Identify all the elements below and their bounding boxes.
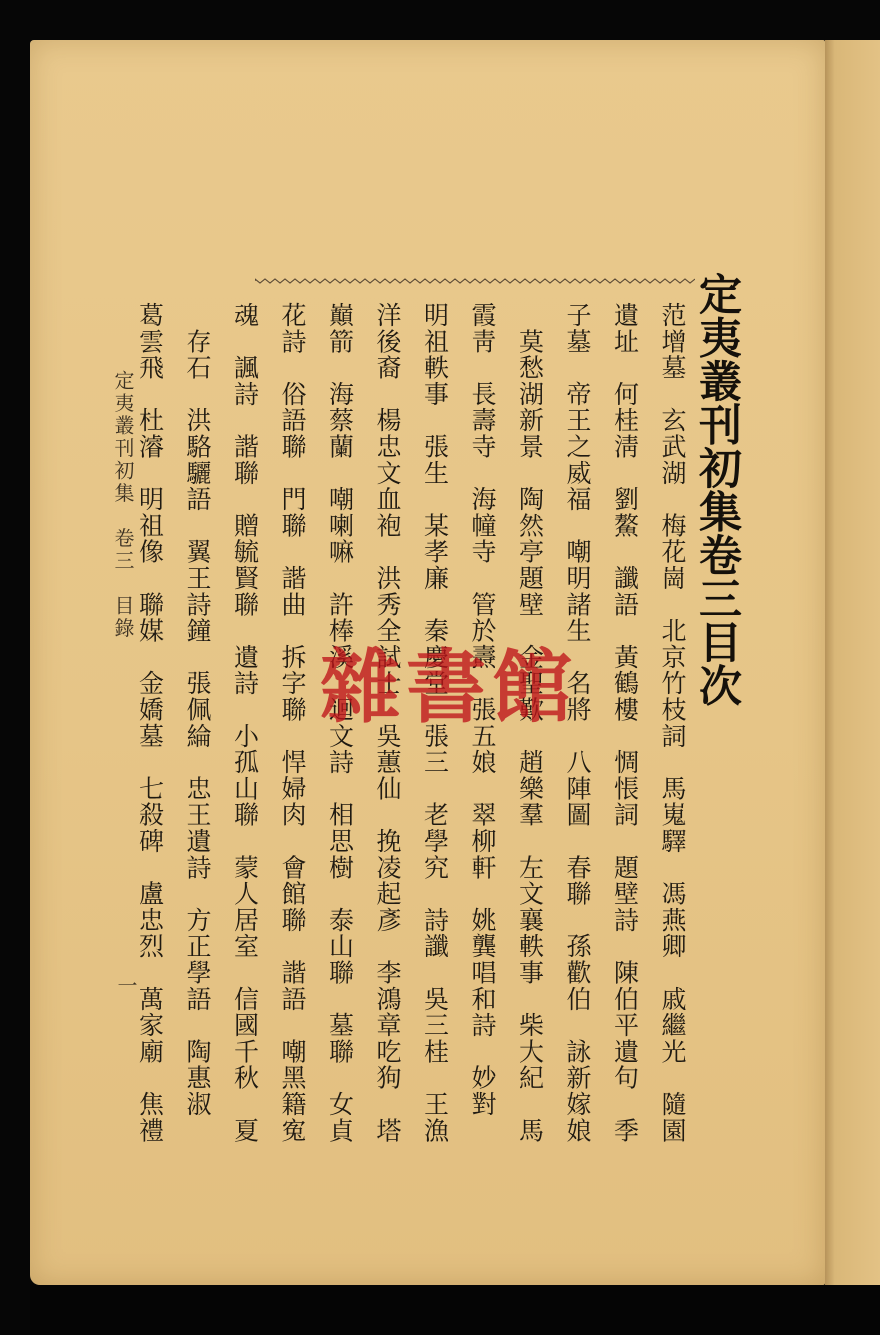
toc-column: 巔箭 海蔡蘭 嘲喇嘛 許棒溪 迴文詩 相思樹 泰山聯 墓聯 女貞 [325, 302, 355, 1144]
toc-column: 子墓 帝王之威福 嘲明諸生 名將 八陣圖 春聯 孫歡伯 詠新嫁娘 [563, 302, 592, 1144]
toc-column: 魂 諷詩 諧聯 贈毓賢聯 遺詩 小孤山聯 蒙人居室 信國千秋 夏 [230, 302, 260, 1144]
toc-column: 洋後裔 楊忠文血袍 洪秀全試士 吳蕙仙 挽凌起彥 李鴻章吃狗 塔 [373, 302, 402, 1144]
book-page [30, 40, 825, 1285]
toc-column: 葛雲飛 杜濬 明祖像 聯媒 金嬌墓 七殺碑 盧忠烈 萬家廟 焦禮 [135, 302, 165, 1144]
toc-column: 存石 洪駱驪語 翼王詩鐘 張佩綸 忠王遺詩 方正學語 陶惠淑 [183, 302, 212, 1118]
toc-column: 花詩 俗語聯 門聯 諧曲 拆字聯 悍婦肉 會館聯 諧語 嘲黑籍寃 [278, 302, 307, 1144]
page-number: 一 [114, 975, 138, 995]
scan-border [30, 1285, 880, 1335]
toc-column: 范增墓 玄武湖 梅花崗 北京竹枝詞 馬嵬驛 馮燕卿 戚繼光 隨園 [658, 302, 687, 1144]
decorative-wavy-rule [255, 276, 695, 286]
library-stamp-watermark: 雜書館 [320, 640, 578, 734]
toc-column: 明祖軼事 張生 某孝廉 秦慶堂 張三 老學究 詩讖 吳三桂 王漁 [420, 302, 450, 1144]
toc-column: 霞靑 長壽寺 海幢寺 管於燾 張五娘 翠柳軒 姚龔唱和詩 妙對 [468, 302, 497, 1118]
adjacent-page-edge [825, 40, 880, 1285]
margin-label: 定夷叢刊初集 卷三 目錄 [111, 370, 135, 640]
page-title: 定夷叢刊初集卷三目次 [692, 272, 742, 707]
toc-column: 莫愁湖新景 陶然亭題壁 金聖歎 趙樂羣 左文襄軼事 柴大紀 馬 [515, 302, 545, 1144]
toc-column: 遺址 何桂淸 劉鰲 讖語 黃鶴樓 惆悵詞 題壁詩 陳伯平遺句 季 [610, 302, 640, 1144]
